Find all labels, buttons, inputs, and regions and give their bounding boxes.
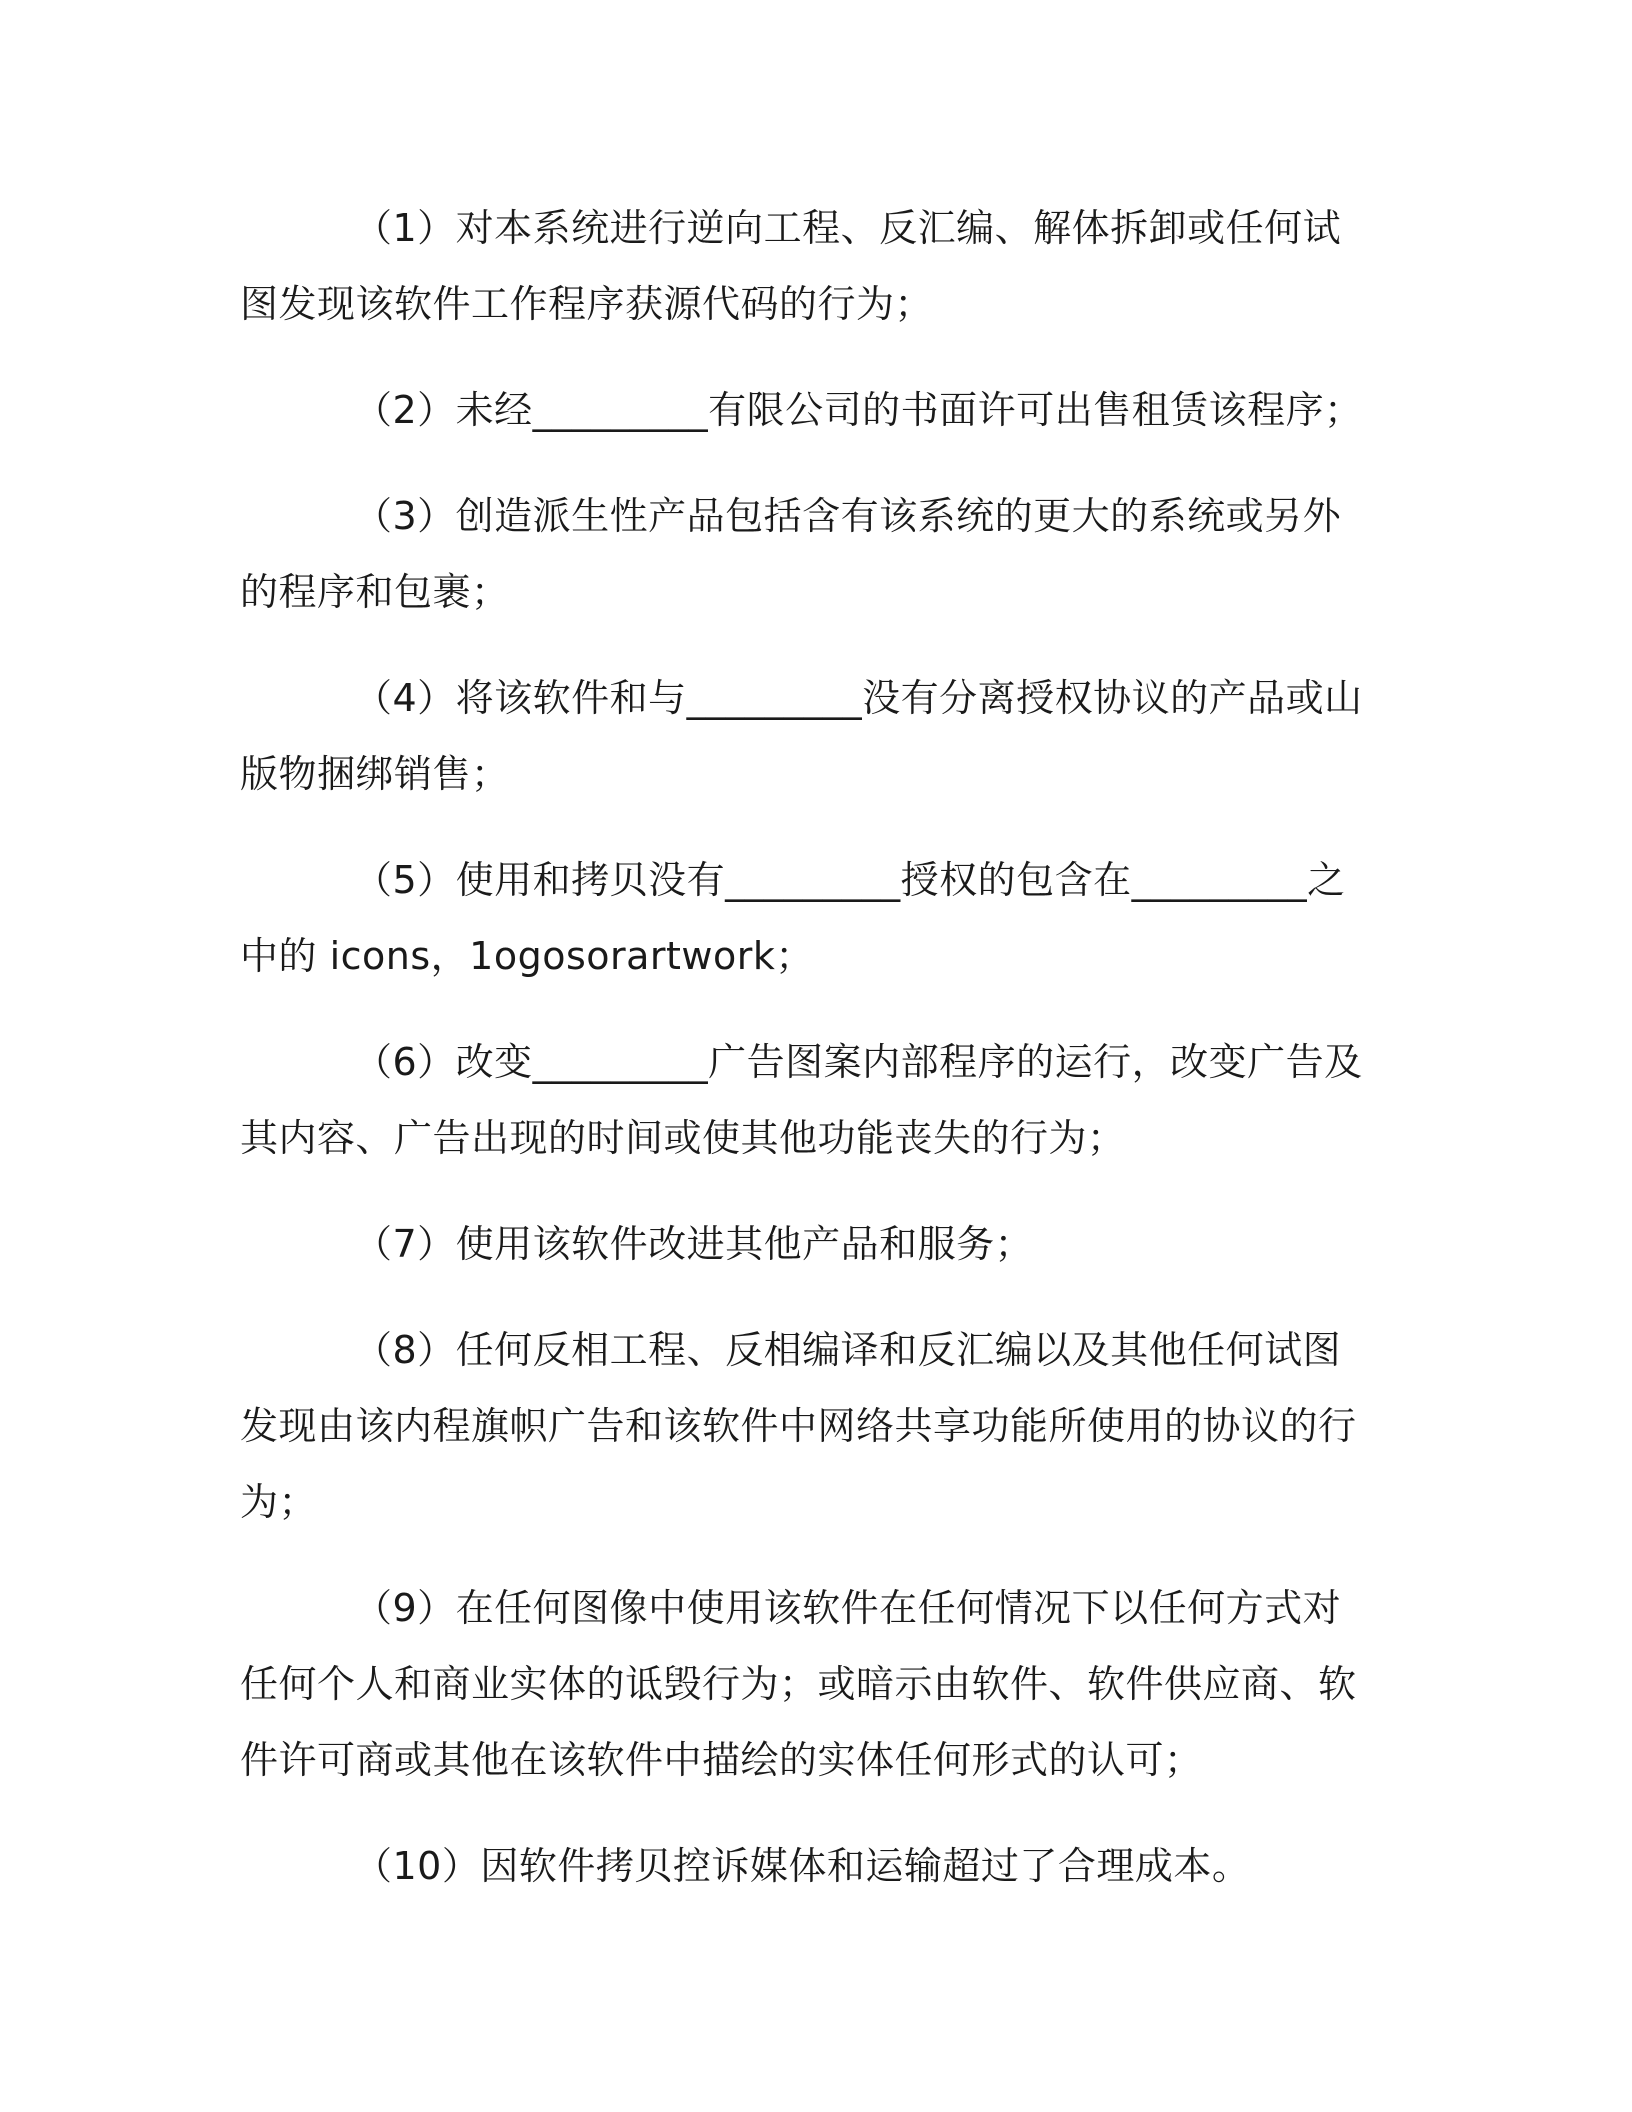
clause-6: （6）改变_________广告图案内部程序的运行，改变广告及其内容、广告出现的时间或使其他功能丧失的行为； (240, 1040, 1363, 1160)
document-page (240, 190, 1370, 1934)
clause-1: （1）对本系统进行逆向工程、反汇编、解体拆卸或任何试图发现该软件工作程序获源代码的行为； (240, 206, 1342, 326)
clause-8: （8）任何反相工程、反相编译和反汇编以及其他任何试图发现由该内程旗帜广告和该软件中网络共享功能所使用的协议的行为； (240, 1328, 1357, 1524)
clause-5: （5）使用和拷贝没有_________授权的包含在_________之中的 icons，1ogosorartwork； (240, 858, 1346, 978)
clause-4: （4）将该软件和与_________没有分离授权协议的产品或山版物捆绑销售； (240, 676, 1363, 796)
clause-7: （7）使用该软件改进其他产品和服务； (354, 1222, 1034, 1266)
clause-3: （3）创造派生性产品包括含有该系统的更大的系统或另外的程序和包裹； (240, 494, 1342, 614)
clause-10: （10）因软件拷贝控诉媒体和运输超过了合理成本。 (354, 1844, 1251, 1888)
clause-2: （2）未经_________有限公司的书面许可出售租赁该程序； (354, 388, 1363, 432)
clause-9: （9）在任何图像中使用该软件在任何情况下以任何方式对任何个人和商业实体的诋毁行为；或暗示由软件、软件供应商、软件许可商或其他在该软件中描绘的实体任何形式的认可； (240, 1586, 1357, 1782)
